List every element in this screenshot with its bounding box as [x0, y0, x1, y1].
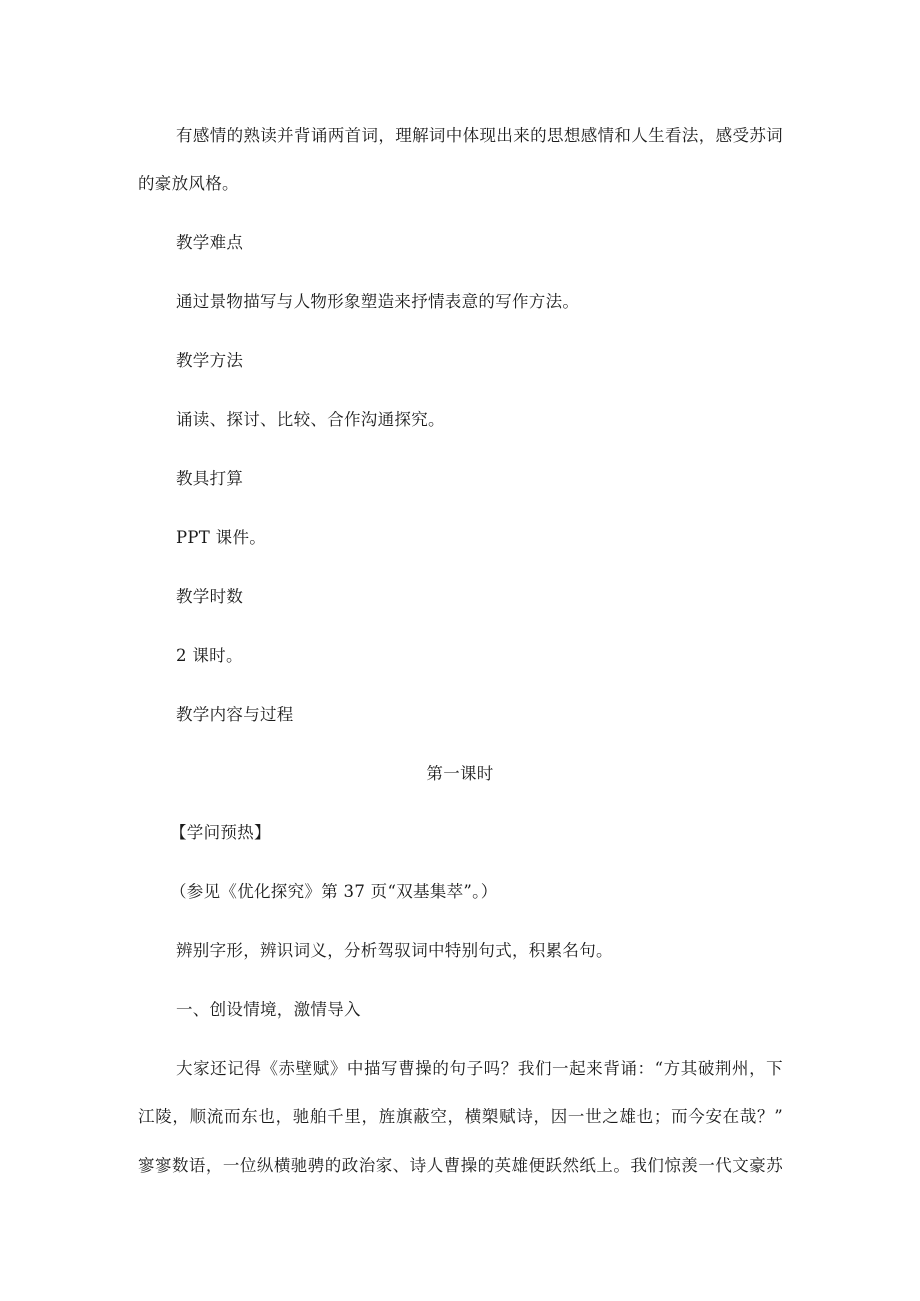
paragraph-objectives-line-2: 的豪放风格。 — [138, 174, 239, 193]
paragraph-objectives-line-1: 有感情的熟读并背诵两首词，理解词中体现出来的思想感情和人生看法，感受苏词 — [176, 126, 783, 145]
heading-lesson-one: 第一课时 — [426, 764, 494, 783]
heading-teaching-method: 教学方法 — [176, 351, 244, 370]
text-teaching-tools: PPT 课件。 — [176, 528, 267, 547]
text-teaching-method: 诵读、探讨、比较、合作沟通探究。 — [176, 410, 445, 429]
paragraph-intro-line-1: 大家还记得《赤壁赋》中描写曹操的句子吗？我们一起来背诵：“方其破荆州，下 — [176, 1059, 783, 1078]
paragraph-intro-line-2: 江陵，顺流而东也，驰舶千里，旌旗蔽空，横槊赋诗，因一世之雄也；而今安在哉？” — [138, 1107, 783, 1126]
heading-teaching-hours: 教学时数 — [176, 587, 244, 606]
heading-knowledge-preview: 【学问预热】 — [170, 823, 271, 842]
text-reference-note: （参见《优化探究》第 37 页“双基集萃”。） — [170, 882, 498, 901]
heading-teaching-process: 教学内容与过程 — [176, 705, 294, 724]
text-teaching-difficulty: 通过景物描写与人物形象塑造来抒情表意的写作方法。 — [176, 292, 580, 311]
text-preview-task: 辨别字形，辨识词义，分析驾驭词中特别句式，积累名句。 — [176, 941, 613, 960]
text-teaching-hours: 2 课时。 — [176, 646, 243, 665]
paragraph-intro-line-3: 寥寥数语，一位纵横驰骋的政治家、诗人曹操的英雄便跃然纸上。我们惊羡一代文豪苏 — [138, 1156, 783, 1175]
heading-teaching-tools: 教具打算 — [176, 469, 244, 488]
heading-teaching-difficulty: 教学难点 — [176, 233, 244, 252]
heading-section-one: 一、创设情境，激情导入 — [176, 1000, 361, 1019]
